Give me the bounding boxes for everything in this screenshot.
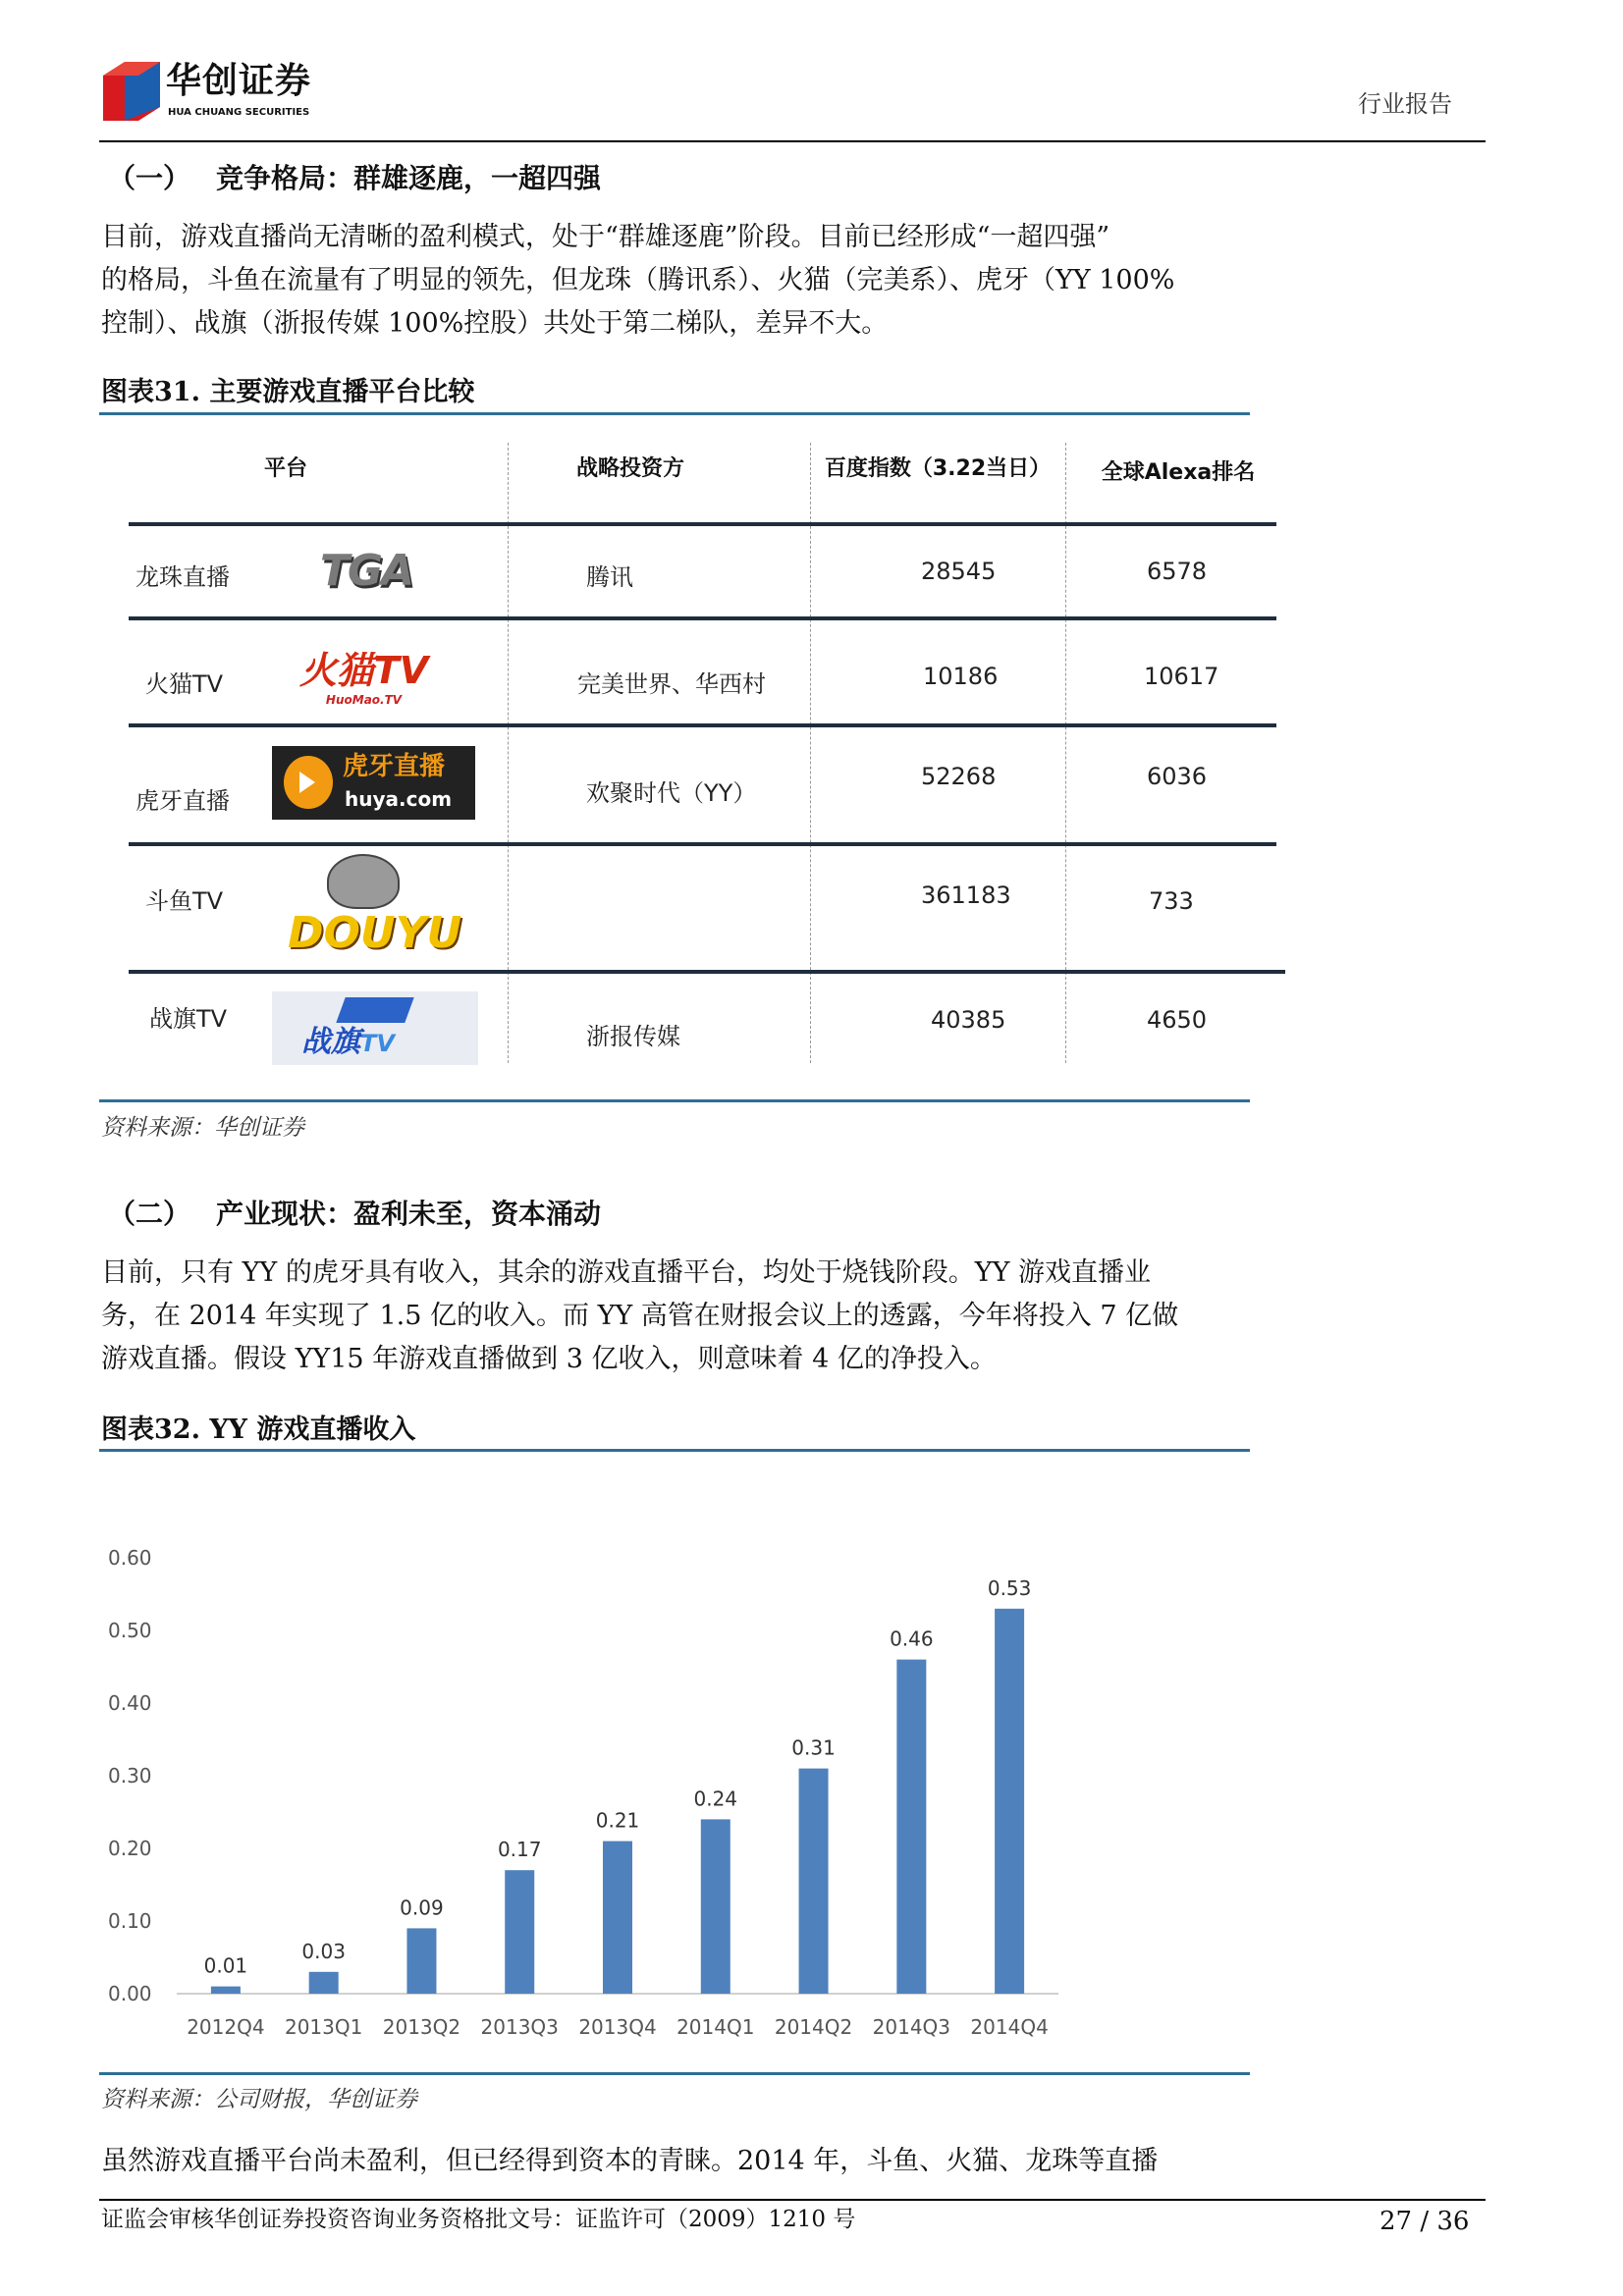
y-tick-label: 0.40	[108, 1691, 152, 1715]
column-header-alexa: 全球Alexa排名	[1101, 460, 1256, 485]
report-type: 行业报告	[1358, 90, 1452, 118]
data-label: 0.03	[301, 1939, 346, 1963]
closing-paragraph: 虽然游戏直播平台尚未盈利，但已经得到资本的青睐。2014 年，斗鱼、火猫、龙珠等直播	[101, 2146, 1159, 2176]
data-label: 0.31	[791, 1735, 836, 1760]
section2-title: 产业现状：盈利未至，资本涌动	[216, 1198, 602, 1230]
section2-number: （二）	[108, 1198, 191, 1230]
figure32-source: 资料来源：公司财报，华创证券	[101, 2087, 417, 2112]
paragraph-line: 的格局，斗鱼在流量有了明显的领先，但龙珠（腾讯系）、火猫（完美系）、虎牙（YY 100%	[101, 265, 1175, 295]
y-tick-label: 0.00	[108, 1982, 152, 2005]
y-tick-label: 0.50	[108, 1619, 152, 1642]
x-tick-label: 2014Q2	[774, 2015, 853, 2039]
platform-name: 斗鱼TV	[145, 887, 224, 915]
x-tick-label: 2012Q4	[187, 2015, 265, 2039]
section1-paragraph	[101, 216, 1279, 346]
logo-text-cn: 华创证券	[166, 61, 312, 101]
investor: 欢聚时代（YY）	[586, 779, 757, 807]
data-label: 0.46	[890, 1627, 934, 1651]
footer-license: 证监会审核华创证券投资咨询业务资格批文号：证监许可（2009）1210 号	[101, 2207, 856, 2232]
alexa-rank: 10617	[1144, 663, 1219, 690]
huya-logo: 虎牙直播 huya.com	[272, 746, 475, 820]
platform-name: 虎牙直播	[135, 787, 230, 815]
bar	[995, 1609, 1024, 1994]
alexa-rank: 4650	[1147, 1006, 1208, 1034]
platform-name: 龙珠直播	[135, 563, 230, 591]
column-header-investor: 战略投资方	[575, 456, 684, 481]
x-tick-label: 2013Q3	[480, 2015, 559, 2039]
alexa-rank: 733	[1149, 887, 1194, 915]
x-tick-label: 2013Q1	[284, 2015, 363, 2039]
logo-text-en: HUA CHUANG SECURITIES	[168, 107, 310, 118]
alexa-rank: 6036	[1147, 763, 1208, 790]
x-tick-label: 2014Q1	[676, 2015, 755, 2039]
bar	[603, 1842, 632, 1994]
paragraph-line: 控制）、战旗（浙报传媒 100%控股）共处于第二梯队，差异不大。	[101, 308, 889, 339]
x-tick-label: 2014Q3	[872, 2015, 951, 2039]
logo-mark-icon	[103, 62, 160, 121]
figure31-top-rule	[99, 412, 1250, 415]
baidu-index: 40385	[931, 1006, 1006, 1034]
x-tick-label: 2014Q4	[970, 2015, 1049, 2039]
paragraph-line: 目前，游戏直播尚无清晰的盈利模式，处于“群雄逐鹿”阶段。目前已经形成“一超四强”	[101, 222, 1110, 252]
y-tick-label: 0.60	[108, 1546, 152, 1570]
y-tick-label: 0.20	[108, 1837, 152, 1860]
bar	[309, 1972, 339, 1994]
bar	[505, 1870, 534, 1994]
figure32-top-rule	[99, 1449, 1250, 1452]
investor: 腾讯	[586, 563, 633, 591]
y-tick-label: 0.10	[108, 1909, 152, 1933]
paragraph-line: 游戏直播。假设 YY15 年游戏直播做到 3 亿收入，则意味着 4 亿的净投入。	[101, 1344, 997, 1374]
company-logo	[103, 62, 339, 121]
row-divider	[129, 522, 1276, 526]
data-label: 0.24	[693, 1787, 738, 1811]
section1-number: （一）	[108, 162, 191, 194]
bar	[799, 1769, 829, 1994]
x-tick-label: 2013Q4	[578, 2015, 657, 2039]
bar	[896, 1660, 926, 1994]
column-header-platform: 平台	[263, 456, 307, 481]
section1-heading	[108, 157, 601, 196]
platform-name: 火猫TV	[145, 670, 224, 698]
figure32-bottom-rule	[99, 2072, 1250, 2075]
figure31-source: 资料来源：华创证券	[101, 1115, 304, 1141]
figure31-title: 图表31. 主要游戏直播平台比较	[101, 377, 475, 407]
row-divider	[129, 842, 1276, 846]
x-tick-label: 2013Q2	[382, 2015, 461, 2039]
section2-heading	[108, 1193, 601, 1232]
baidu-index: 28545	[921, 558, 997, 585]
bar	[211, 1987, 241, 1994]
baidu-index: 361183	[921, 881, 1011, 909]
bar	[701, 1819, 730, 1994]
alexa-rank: 6578	[1147, 558, 1208, 585]
platform-name: 战旗TV	[149, 1005, 228, 1033]
data-label: 0.01	[203, 1953, 248, 1978]
baidu-index: 52268	[921, 763, 997, 790]
paragraph-line: 目前，只有 YY 的虎牙具有收入，其余的游戏直播平台，均处于烧钱阶段。YY 游戏直播业	[101, 1257, 1152, 1288]
zhanqi-logo: 战旗TV	[272, 991, 478, 1065]
bar	[406, 1928, 436, 1994]
figure32-title: 图表32. YY 游戏直播收入	[101, 1415, 416, 1445]
data-label: 0.53	[987, 1575, 1032, 1600]
data-label: 0.21	[595, 1808, 640, 1833]
huomao-logo: 火猫TV HuoMao.TV	[298, 649, 429, 707]
page-number: 27 / 36	[1380, 2207, 1470, 2236]
investor: 浙报传媒	[586, 1023, 680, 1050]
header-divider	[99, 140, 1486, 142]
row-divider	[129, 970, 1285, 974]
y-tick-label: 0.30	[108, 1764, 152, 1788]
section1-title: 竞争格局：群雄逐鹿，一超四强	[216, 162, 602, 194]
row-divider	[129, 616, 1276, 620]
douyu-logo: DOUYU	[288, 854, 435, 962]
column-header-baidu: 百度指数（3.22当日）	[824, 456, 1052, 481]
investor: 完美世界、华西村	[577, 670, 766, 698]
data-label: 0.17	[497, 1838, 542, 1862]
row-divider	[129, 723, 1276, 727]
paragraph-line: 务，在 2014 年实现了 1.5 亿的收入。而 YY 高管在财报会议上的透露，今年将投入 7 亿做	[101, 1301, 1179, 1331]
tga-logo: TGA	[319, 545, 413, 596]
section2-paragraph	[101, 1252, 1279, 1381]
figure31-bottom-rule	[99, 1099, 1250, 1102]
data-label: 0.09	[400, 1896, 444, 1920]
yy-revenue-bar-chart	[0, 1463, 1623, 2061]
baidu-index: 10186	[923, 663, 999, 690]
